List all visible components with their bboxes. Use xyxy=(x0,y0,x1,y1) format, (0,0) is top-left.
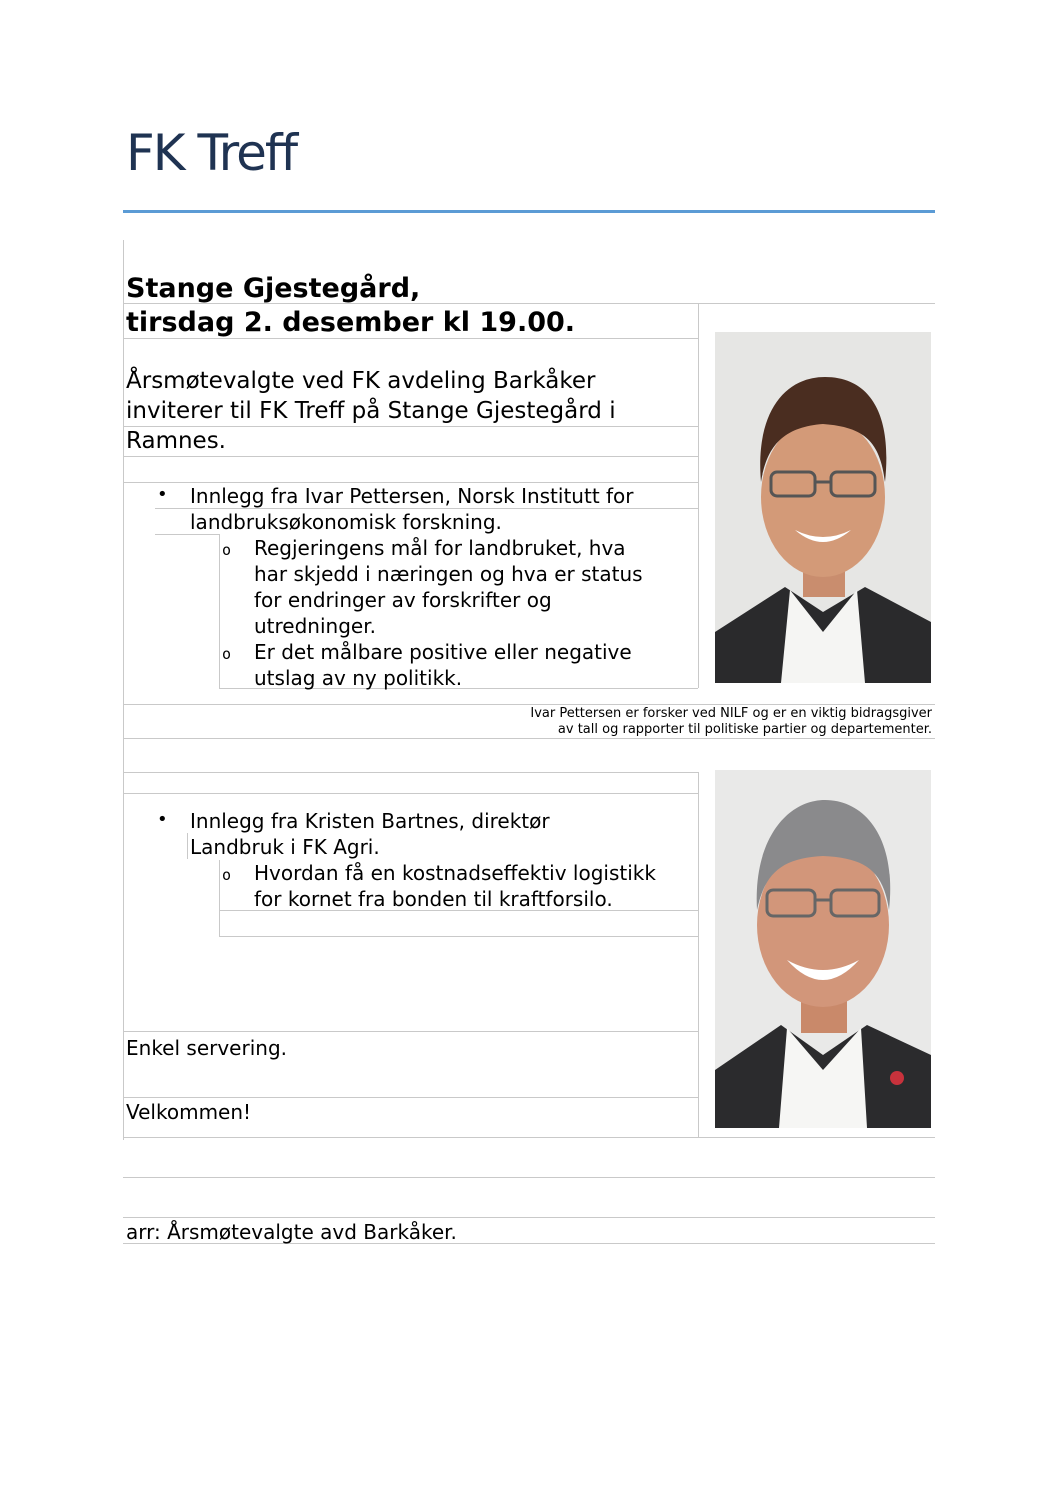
grid-line xyxy=(698,772,699,1137)
serving-note: Enkel servering. xyxy=(126,1036,287,1060)
intro-line: Årsmøtevalgte ved FK avdeling Barkåker xyxy=(126,368,596,394)
bullet-icon: • xyxy=(157,809,168,830)
grid-line xyxy=(123,1097,698,1098)
sub-bullet-icon: o xyxy=(222,866,232,884)
speaker1-portrait-icon xyxy=(715,332,931,683)
grid-line xyxy=(123,1177,935,1178)
talk1-point1-line: for endringer av forskrifter og xyxy=(254,588,552,612)
talk1-point1-line: har skjedd i næringen og hva er status xyxy=(254,562,643,586)
page-title: FK Treff xyxy=(126,124,297,182)
grid-line xyxy=(187,833,188,859)
grid-line xyxy=(123,240,124,1140)
grid-line xyxy=(219,860,220,937)
speaker1-caption: Ivar Pettersen er forsker ved NILF og er en viktig bidragsgiver xyxy=(530,706,932,721)
grid-line xyxy=(123,704,935,705)
grid-line xyxy=(123,738,935,739)
talk2-point1-line: Hvordan få en kostnadseffektiv logistikk xyxy=(254,861,656,885)
talk1-title: Innlegg fra Ivar Pettersen, Norsk Institutt for xyxy=(190,484,634,508)
event-datetime: tirsdag 2. desember kl 19.00. xyxy=(126,307,576,338)
talk1-point2-line: Er det målbare positive eller negative xyxy=(254,640,632,664)
grid-line xyxy=(123,1217,935,1218)
speaker1-photo xyxy=(715,332,931,683)
grid-line xyxy=(123,772,698,773)
grid-line xyxy=(219,534,220,689)
speaker1-caption: av tall og rapporter til politiske partier og departementer. xyxy=(557,722,932,737)
speaker2-portrait-icon xyxy=(715,770,931,1128)
grid-line xyxy=(123,793,698,794)
talk2-point1-line: for kornet fra bonden til kraftforsilo. xyxy=(254,887,613,911)
title-underline xyxy=(123,210,935,213)
talk1-point2-line: utslag av ny politikk. xyxy=(254,666,463,690)
talk2-title: Innlegg fra Kristen Bartnes, direktør xyxy=(190,809,550,833)
talk1-point1-line: Regjeringens mål for landbruket, hva xyxy=(254,536,626,560)
sub-bullet-icon: o xyxy=(222,541,232,559)
grid-line xyxy=(123,1137,935,1138)
organizer-note: arr: Årsmøtevalgte avd Barkåker. xyxy=(126,1220,457,1244)
bullet-icon: • xyxy=(157,484,168,505)
event-venue: Stange Gjestegård, xyxy=(126,273,421,304)
grid-line xyxy=(698,303,699,688)
grid-line xyxy=(123,1031,698,1032)
intro-line: inviterer til FK Treff på Stange Gjestegård i xyxy=(126,398,616,424)
grid-line xyxy=(123,456,698,457)
talk1-affiliation: landbruksøkonomisk forskning. xyxy=(190,510,502,534)
speaker2-photo xyxy=(715,770,931,1128)
sub-bullet-icon: o xyxy=(222,645,232,663)
grid-line xyxy=(219,936,698,937)
talk1-point1-line: utredninger. xyxy=(254,614,376,638)
welcome-note: Velkommen! xyxy=(126,1100,252,1124)
talk2-affiliation: Landbruk i FK Agri. xyxy=(190,835,380,859)
intro-line: Ramnes. xyxy=(126,428,226,454)
